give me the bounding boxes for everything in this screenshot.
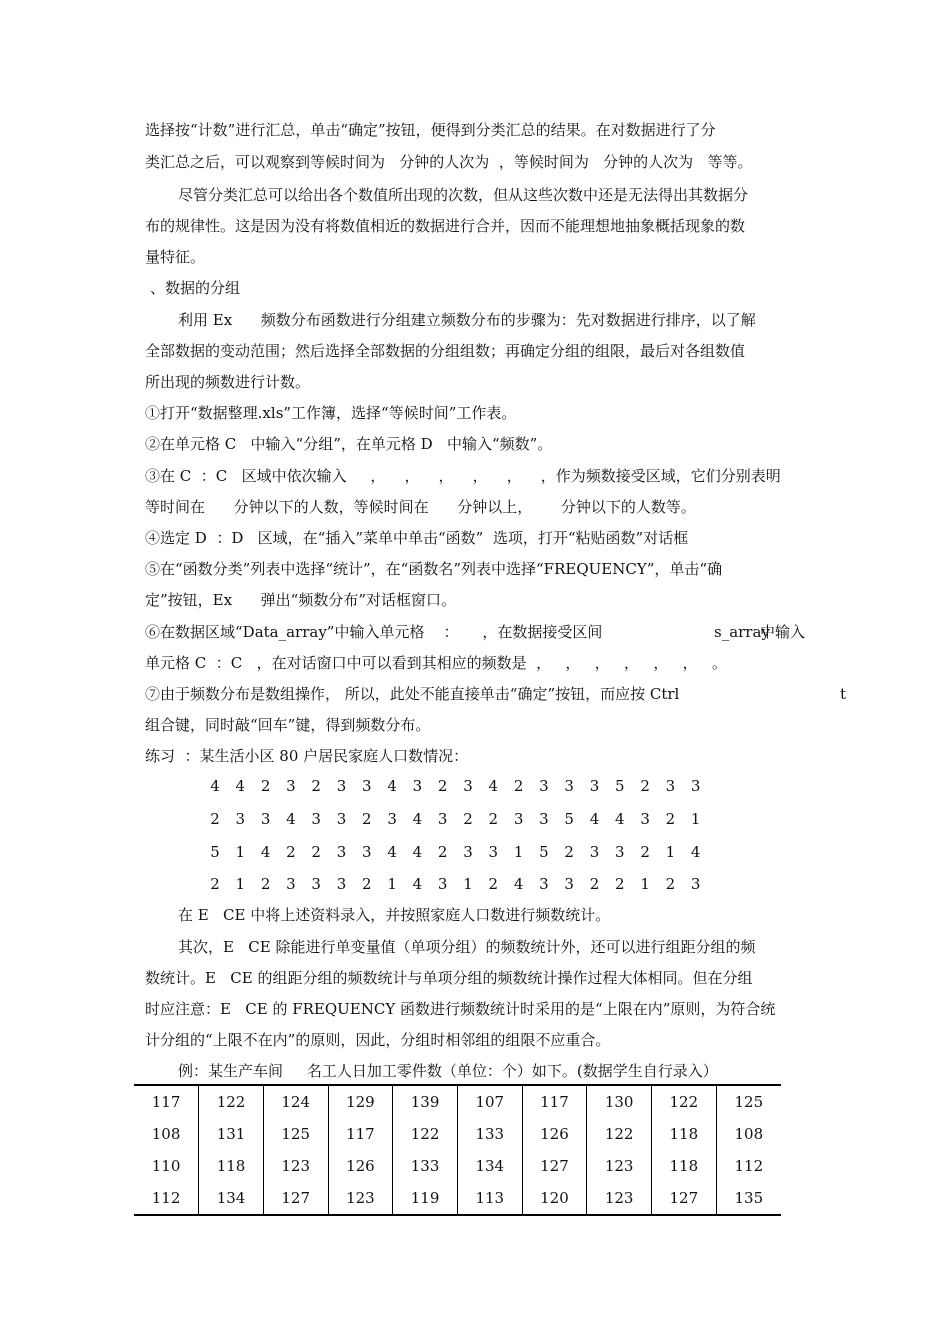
household-value: 3 (589, 777, 600, 795)
household-value: 4 (412, 810, 423, 828)
household-value: 3 (589, 843, 600, 861)
household-value: 2 (665, 875, 676, 893)
table-cell: 127 (522, 1150, 587, 1182)
household-value: 1 (463, 875, 473, 893)
step-2: ②在单元格 C 中输入“分组”，在单元格 D 中输入“频数”。 (145, 435, 553, 453)
household-value: 3 (640, 810, 650, 828)
household-value: 1 (640, 875, 650, 893)
table-cell: 126 (328, 1150, 393, 1182)
paragraph-line: 类汇总之后，可以观察到等候时间为 分钟的人次为 ，等候时间为 分钟的人次为 等等。 (145, 153, 753, 171)
step-6-cont: 单元格 C ：C ，在对话窗口中可以看到其相应的频数是 ， ， ， ， ， ， 。 (145, 654, 727, 672)
table-cell: 118 (652, 1118, 717, 1150)
paragraph-line: 利用 Ex 频数分布函数进行分组建立频数分布的步骤为：先对数据进行排序，以了解 (178, 311, 756, 329)
household-value: 3 (387, 810, 397, 828)
table-row (134, 1150, 781, 1182)
household-value: 2 (640, 843, 650, 861)
household-value: 2 (488, 810, 499, 828)
table-cell: 130 (587, 1085, 652, 1118)
household-value: 2 (260, 875, 271, 893)
household-value: 4 (690, 843, 701, 861)
household-row (205, 842, 705, 862)
household-value: 2 (362, 875, 372, 893)
step-3-cont: 等时间在 分钟以下的人数，等候时间在 分钟以上， 分钟以下的人数等。 (145, 498, 696, 516)
household-value: 4 (412, 875, 423, 893)
household-value: 2 (640, 777, 650, 795)
household-value: 2 (589, 875, 600, 893)
table-row (134, 1118, 781, 1150)
step-6: ⑥在数据区域“Data_array”中输入单元格 ： ，在数据接受区间 (145, 623, 603, 641)
table-cell: 117 (522, 1085, 587, 1118)
table-cell: 126 (522, 1118, 587, 1150)
step-7: ⑦由于频数分布是数组操作， 所以，此处不能直接单击“确定”按钮，而应按 Ctrl (145, 685, 680, 703)
household-value: 2 (615, 875, 625, 893)
household-value: 1 (665, 843, 676, 861)
table-cell: 122 (652, 1085, 717, 1118)
paragraph-line: 计分组的“上限不在内”的原则，因此，分组时相邻组的组限不应重合。 (145, 1031, 611, 1049)
household-value: 3 (311, 875, 321, 893)
household-value: 3 (539, 810, 549, 828)
household-value: 2 (210, 875, 220, 893)
table-cell: 127 (263, 1182, 328, 1215)
table-cell: 118 (652, 1150, 717, 1182)
household-value: 3 (488, 843, 499, 861)
household-value: 2 (463, 810, 473, 828)
step-3: ③在 C ：C 区域中依次输入 ， ， ， ， ， ，作为频数接受区域，它们分别表明 (145, 467, 781, 485)
household-value: 4 (260, 843, 271, 861)
step-5: ⑤在“函数分类”列表中选择“统计”，在“函数名”列表中选择“FREQUENCY”，单击“确 (145, 560, 723, 578)
household-value: 3 (412, 777, 423, 795)
paragraph-line: 其次，E CE 除能进行单变量值（单项分组）的频数统计外，还可以进行组距分组的频 (178, 938, 756, 956)
exercise-title: 练习 ：某生活小区 80 户居民家庭人口数情况： (145, 747, 469, 765)
household-value: 1 (690, 810, 701, 828)
household-value: 3 (513, 810, 524, 828)
step-1: ①打开“数据整理.xls”工作簿，选择“等候时间”工作表。 (145, 404, 517, 422)
household-value: 3 (286, 875, 296, 893)
table-cell: 122 (587, 1118, 652, 1150)
household-value: 3 (437, 875, 448, 893)
household-row (205, 874, 705, 894)
household-value: 4 (286, 810, 296, 828)
household-value: 5 (210, 843, 220, 861)
table-cell: 119 (393, 1182, 458, 1215)
household-value: 3 (564, 875, 574, 893)
table-cell: 123 (263, 1150, 328, 1182)
table-cell: 134 (457, 1150, 522, 1182)
household-value: 3 (539, 875, 549, 893)
household-value: 5 (564, 810, 574, 828)
household-value: 3 (564, 777, 574, 795)
table-cell: 108 (151, 1125, 181, 1143)
household-value: 4 (387, 843, 397, 861)
household-value: 2 (286, 843, 296, 861)
table-cell: 129 (328, 1085, 393, 1118)
table-cell: 107 (457, 1085, 522, 1118)
step-7-fragment: t (840, 685, 847, 703)
table-cell: 122 (199, 1085, 264, 1118)
household-value: 1 (513, 843, 524, 861)
table-cell: 139 (393, 1085, 458, 1118)
household-value: 2 (437, 843, 448, 861)
household-value: 3 (615, 843, 625, 861)
household-value: 5 (539, 843, 549, 861)
household-value: 3 (286, 777, 296, 795)
section-heading: 、数据的分组 (150, 279, 241, 297)
step-7-cont: 组合键，同时敲“回车”键，得到频数分布。 (145, 716, 431, 734)
table-cell: 113 (457, 1182, 522, 1215)
household-value: 2 (513, 777, 524, 795)
household-value: 2 (311, 843, 321, 861)
household-value: 3 (463, 843, 473, 861)
step-6-fragment-tail: 中输入 (760, 623, 806, 641)
household-value: 3 (362, 777, 372, 795)
household-value: 3 (336, 810, 347, 828)
step-6-fragment: s_array (714, 623, 770, 641)
table-cell: 108 (716, 1118, 781, 1150)
table-cell: 131 (199, 1118, 264, 1150)
household-value: 5 (615, 777, 625, 795)
paragraph-line: 量特征。 (145, 248, 206, 266)
household-value: 2 (665, 810, 676, 828)
table-cell: 125 (716, 1085, 781, 1118)
household-value: 4 (488, 777, 499, 795)
household-value: 3 (336, 875, 347, 893)
paragraph-line: 布的规律性。这是因为没有将数值相近的数据进行合并，因而不能理想地抽象概括现象的数 (145, 217, 746, 235)
table-row (134, 1182, 781, 1215)
household-value: 3 (311, 810, 321, 828)
paragraph-line: 尽管分类汇总可以给出各个数值所出现的次数，但从这些次数中还是无法得出其数据分 (178, 186, 749, 204)
household-value: 4 (412, 843, 423, 861)
table-cell: 133 (457, 1118, 522, 1150)
table-cell: 134 (199, 1182, 264, 1215)
table-cell: 118 (199, 1150, 264, 1182)
household-value: 2 (362, 810, 372, 828)
table-cell: 112 (716, 1150, 781, 1182)
table-cell: 117 (328, 1118, 393, 1150)
household-value: 4 (513, 875, 524, 893)
household-value: 3 (260, 810, 271, 828)
household-value: 1 (235, 843, 246, 861)
worker-parts-table (134, 1084, 781, 1216)
household-value: 3 (336, 777, 347, 795)
table-cell: 133 (393, 1150, 458, 1182)
household-value: 3 (463, 777, 473, 795)
table-row (134, 1085, 781, 1118)
household-value: 3 (235, 810, 246, 828)
household-value: 2 (437, 777, 448, 795)
table-cell: 122 (393, 1118, 458, 1150)
household-value: 3 (690, 777, 701, 795)
household-value: 4 (235, 777, 246, 795)
household-value: 2 (210, 810, 220, 828)
table-cell: 125 (263, 1118, 328, 1150)
paragraph-line: 数统计。E CE 的组距分组的频数统计与单项分组的频数统计操作过程大体相同。但在分组 (145, 969, 753, 987)
household-value: 2 (311, 777, 321, 795)
step-4: ④选定 D ：D 区域，在“插入”菜单中单击“函数” 选项，打开“粘贴函数”对话框 (145, 529, 689, 547)
household-value: 2 (564, 843, 574, 861)
table-cell: 123 (587, 1182, 652, 1215)
example-caption: 例：某生产车间 名工人日加工零件数（单位：个）如下。(数据学生自行录入） (178, 1062, 718, 1080)
table-cell: 120 (522, 1182, 587, 1215)
household-value: 1 (235, 875, 246, 893)
household-value: 4 (589, 810, 600, 828)
household-row (205, 809, 705, 829)
table-cell: 110 (151, 1157, 181, 1175)
household-value: 3 (690, 875, 701, 893)
table-cell: 117 (134, 1085, 199, 1118)
household-value: 2 (260, 777, 271, 795)
table-cell: 123 (587, 1150, 652, 1182)
household-value: 2 (488, 875, 499, 893)
step-5-cont: 定”按钮，Ex 弹出“频数分布”对话框窗口。 (145, 591, 457, 609)
table-cell: 127 (652, 1182, 717, 1215)
household-value: 3 (336, 843, 347, 861)
household-value: 1 (387, 875, 397, 893)
household-value: 4 (210, 777, 220, 795)
table-cell: 124 (263, 1085, 328, 1118)
household-value: 4 (387, 777, 397, 795)
table-cell: 123 (328, 1182, 393, 1215)
household-value: 4 (615, 810, 625, 828)
household-value: 3 (539, 777, 549, 795)
paragraph-line: 在 E CE 中将上述资料录入，并按照家庭人口数进行频数统计。 (178, 906, 611, 924)
household-value: 3 (362, 843, 372, 861)
paragraph-line: 选择按“计数”进行汇总，单击“确定”按钮，便得到分类汇总的结果。在对数据进行了分 (145, 121, 716, 139)
paragraph-line: 全部数据的变动范围；然后选择全部数据的分组组数；再确定分组的组限，最后对各组数值 (145, 342, 746, 360)
household-value: 3 (665, 777, 676, 795)
table-cell: 112 (134, 1182, 199, 1215)
paragraph-line: 时应注意：E CE 的 FREQUENCY 函数进行频数统计时采用的是“上限在内”原则，为符合统 (145, 1000, 776, 1018)
household-row (205, 776, 705, 796)
paragraph-line: 所出现的频数进行计数。 (145, 373, 311, 391)
household-value: 3 (437, 810, 448, 828)
table-cell: 135 (716, 1182, 781, 1215)
